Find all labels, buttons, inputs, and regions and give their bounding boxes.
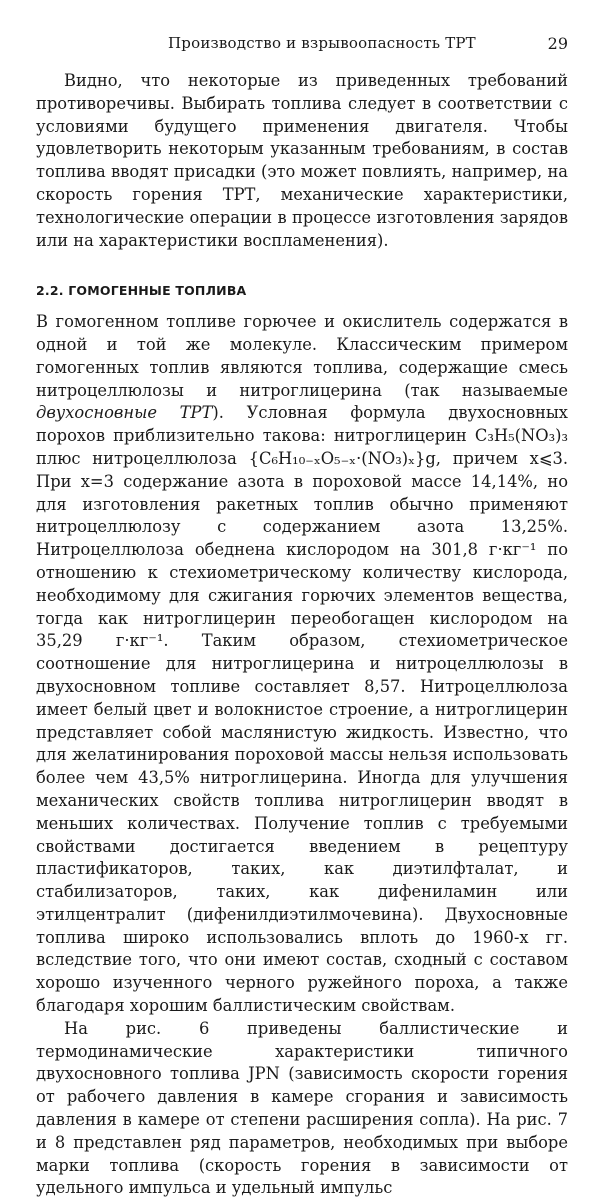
running-title: Производство и взрывоопасность ТРТ bbox=[168, 34, 476, 52]
section-heading: 2.2. ГОМОГЕННЫЕ ТОПЛИВА bbox=[36, 283, 247, 299]
italic-term: двухосновные ТРТ bbox=[36, 403, 213, 423]
paragraph-homogeneous-part2: ). Условная формула двухосновных порохов приблизительно такова: нитроглицерин C₃H₅(NO₃)₃ плюс нитроцеллюлоза {C₆H₁₀₋ₓO₅₋ₓ·(NO₃)ₓ}g, причем x⩽3. При x=3 содержание азота в пороховой массе 14,14%, но для изготовления ракетных топлив обычно применяют нитроцеллюлозу с содержанием азота 13,25%. Нитроцеллюлоза обеднена кислородом на 301,8 г·кг⁻¹ по отношению к стехиометрическому количеству кислорода, необходимому для сжигания горючих элементов вещества, тогда как нитроглицерин переобогащен кислородом на 35,29 г·кг⁻¹. Таким образом, стехиометрическое соотношение для нитроглицерина и нитроцеллюлозы в двухосновном топливе составляет 8,57. Нитроцеллюлоза имеет белый цвет и волокнистое строение, а нитроглицерин представляет собой маслянистую жидкость. Известно, что для желатинирования пороховой массы нельзя использовать более чем 43,5% нитроглицерина. Иногда для улучшения механических свойств топлива нитроглицерин вводят в меньших количествах. Получение топлив с требуемыми свойствами достигается введением в рецептуру пластификаторов, таких, как диэтилфталат, и стабилизаторов, таких, как дифениламин или этилцентралит (дифенилдиэтилмочевина). Двухосновные топлива широко использовались вплоть до 1960-х гг. вследствие того, что они имеют состав, сходный с составом хорошо изученного черного ружейного пороха, а также благодаря хорошим баллистическим свойствам. bbox=[36, 403, 568, 1016]
body-text bbox=[36, 70, 568, 1200]
paragraph-homogeneous-part1: В гомогенном топливе горючее и окислитель содержатся в одной и той же молекуле. Классическим примером гомогенных топлив являются топлива, содержащие смесь нитроцеллюлозы и нитроглицерина (так называемые bbox=[36, 312, 568, 400]
page-header bbox=[36, 34, 568, 56]
page-number: 29 bbox=[547, 34, 568, 53]
paragraph-homogeneous bbox=[36, 311, 568, 1018]
paragraph-figures: На рис. 6 приведены баллистические и термодинамические характеристики типичного двухосновного топлива JPN (зависимость скорости горения от рабочего давления в камере сгорания и зависимость давления в камере от степени расширения сопла). На рис. 7 и 8 представлен ряд параметров, необходимых при выборе марки топлива (скорость горения в зависимости от удельного импульса и удельный импульс bbox=[36, 1018, 568, 1198]
paragraph-intro: Видно, что некоторые из приведенных требований противоречивы. Выбирать топлива следует в соответствии с условиями будущего применения двигателя. Чтобы удовлетворить некоторым указанным требованиям, в состав топлива вводят присадки (это может повлиять, например, на скорость горения ТРТ, механические характеристики, технологические операции в процессе изготовления зарядов или на характеристики воспламенения). bbox=[36, 71, 568, 250]
